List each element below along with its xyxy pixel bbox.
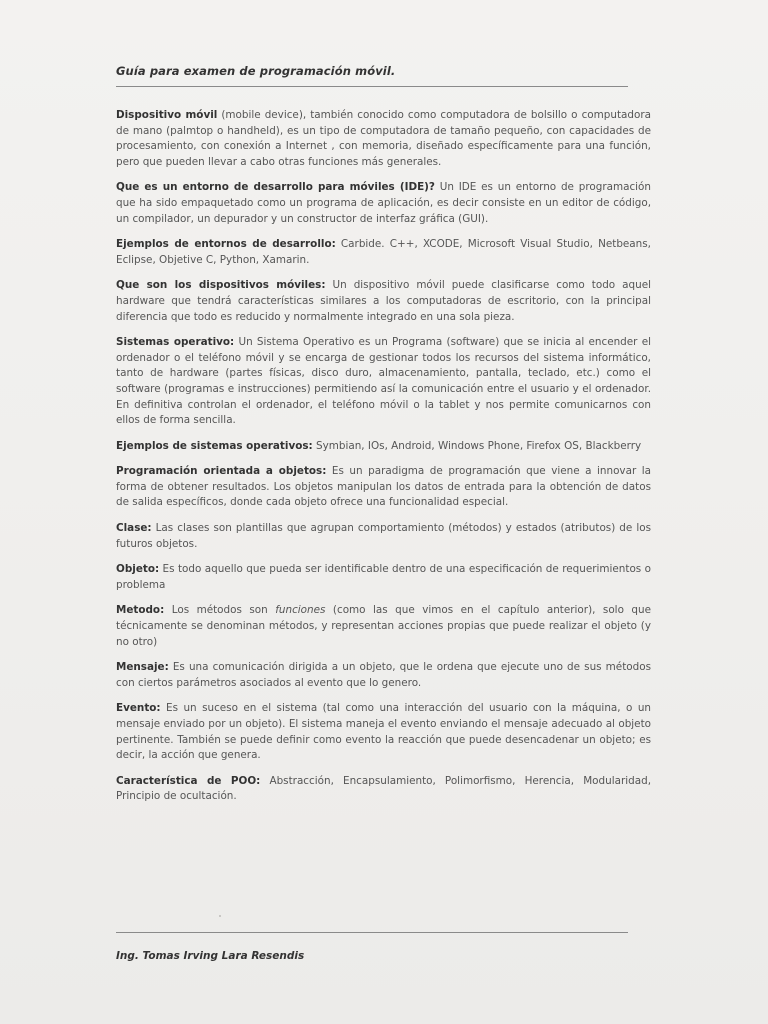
definition-term: Sistemas operativo: (116, 336, 235, 349)
definition-text: Un dispositivo móvil puede clasificarse como todo aquel hardware que tendrá características similares a los computadoras de escritorio, con la principal diferencia que todo es reducido y normalmente integrado en una sola pieza. (116, 279, 651, 323)
definition-text: Un Sistema Operativo es un Programa (software) que se inicia al encender el ordenador o el teléfono móvil y se encarga de gestionar todos los recursos del sistema informático, tanto de hardware (partes físicas, disco duro, almacenamiento, pantalla, teclado, etc.) como el software (programas e instrucciones) permitiendo así la comunicación entre el usuario y el ordenador. En definitiva controlan el ordenador, el teléfono móvil o la tablet y nos permite comunicarnos con ellos de forma sencilla. (116, 336, 651, 427)
definition-paragraph (116, 464, 651, 511)
definition-text: Symbian, IOs, Android, Windows Phone, Firefox OS, Blackberry (312, 439, 642, 452)
document-title: Guía para examen de programación móvil. (116, 64, 396, 78)
definition-term: Mensaje: (116, 661, 169, 674)
definition-paragraph (116, 180, 651, 227)
definition-text: Abstracción, Encapsulamiento, Polimorfismo, Herencia, Modularidad, Principio de ocultación. (116, 774, 651, 803)
definition-text: Es todo aquello que pueda ser identificable dentro de una especificación de requerimientos o problema (116, 563, 651, 591)
definition-term: Que es un entorno de desarrollo para móviles (IDE)? (116, 181, 435, 194)
definition-paragraph (116, 335, 651, 429)
definition-term: Evento: (116, 702, 161, 715)
definition-term: Ejemplos de sistemas operativos: (116, 439, 313, 452)
definition-term: Objeto: (116, 563, 160, 576)
definition-term: Ejemplos de entornos de desarrollo: (116, 238, 336, 251)
footer-divider (116, 932, 628, 933)
definition-paragraph (116, 701, 651, 763)
page-header (116, 64, 628, 87)
definition-paragraph (116, 521, 651, 552)
definition-paragraph (116, 439, 651, 455)
definition-text: Carbide. C++, XCODE, Microsoft Visual Studio, Netbeans, Eclipse, Objetive C, Python, Xamarin. (116, 238, 651, 266)
definition-paragraph (116, 774, 651, 805)
definition-text: Los métodos son (164, 604, 276, 617)
scan-speck (219, 915, 221, 917)
definition-text: Es un paradigma de programación que viene a innovar la forma de obtener resultados. Los objetos manipulan los datos de entrada para la obtención de datos de salida específicos, donde cada objeto ofrece una funcionalidad especial. (116, 465, 651, 509)
definition-paragraph (116, 237, 651, 268)
definition-paragraph (116, 660, 651, 691)
page-footer (116, 932, 628, 962)
author-name: Ing. Tomas Irving Lara Resendis (116, 950, 305, 962)
definition-term: Programación orientada a objetos: (116, 465, 327, 478)
definition-paragraph (116, 278, 651, 325)
definition-text: Un IDE es un entorno de programación que ha sido empaquetado como un programa de aplicación, es decir consiste en un editor de código, un compilador, un depurador y un constructor de interfaz gráfica (GUI). (116, 181, 651, 225)
document-body (116, 108, 651, 815)
definition-term: Metodo: (116, 604, 165, 617)
definition-text: (mobile device), también conocido como computadora de bolsillo o computadora de mano (palmtop o handheld), es un tipo de computadora de tamaño pequeño, con capacidades de procesamiento, con conexión a Internet , con memoria, diseñado específicamente para una función, pero que pueden llevar a cabo otras funciones más generales. (116, 109, 651, 168)
definition-term: Característica de POO: (116, 774, 261, 787)
definition-paragraph (116, 562, 651, 593)
definition-paragraph (116, 108, 651, 170)
definition-italic-text: funciones (275, 604, 326, 617)
definition-text: (como las que vimos en el capítulo anterior), solo que técnicamente se denominan métodos, y representan acciones propias que puede realizar el objeto (y no otro) (116, 604, 651, 648)
header-divider (116, 86, 628, 87)
definition-term: Dispositivo móvil (116, 109, 218, 121)
definition-term: Clase: (116, 522, 152, 535)
definition-term: Que son los dispositivos móviles: (116, 279, 326, 292)
definition-text: Las clases son plantillas que agrupan comportamiento (métodos) y estados (atributos) de los futuros objetos. (116, 522, 651, 550)
definition-text: Es una comunicación dirigida a un objeto, que le ordena que ejecute uno de sus métodos con ciertos parámetros asociados al evento que lo genero. (116, 661, 651, 689)
definition-paragraph (116, 603, 651, 650)
definition-text: Es un suceso en el sistema (tal como una interacción del usuario con la máquina, o un mensaje enviado por un objeto). El sistema maneja el evento enviando el mensaje adecuado al objeto pertinente. También se puede definir como evento la reacción que puede desencadenar un objeto; es decir, la acción que genera. (116, 702, 651, 762)
